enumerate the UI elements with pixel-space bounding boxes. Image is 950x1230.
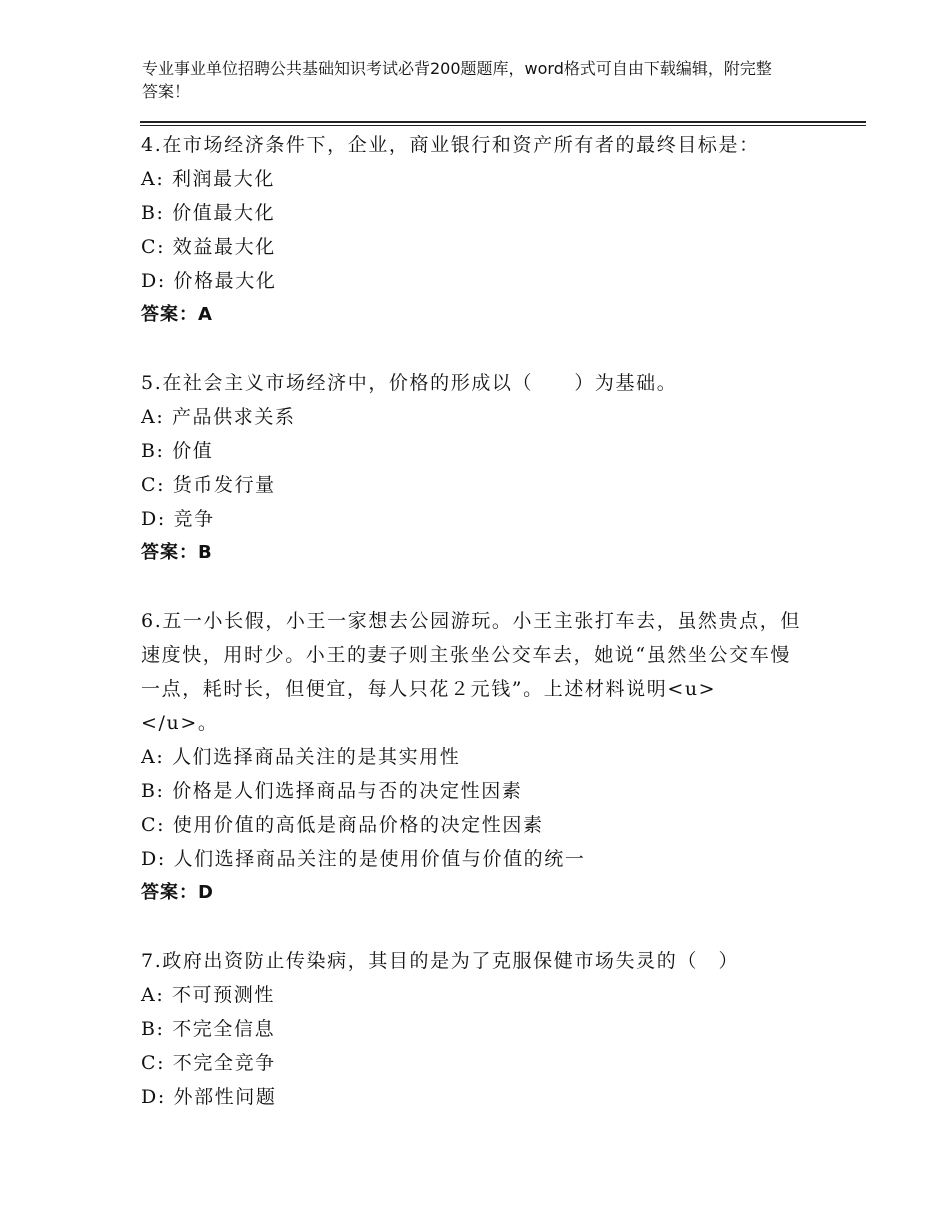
question-stem: 5.在社会主义市场经济中，价格的形成以（ ）为基础。	[141, 372, 678, 394]
option-c: C: 效益最大化	[141, 236, 276, 258]
answer-label: 答案：A	[141, 304, 213, 325]
option-a: A: 人们选择商品关注的是其实用性	[141, 746, 461, 768]
answer-label: 答案：D	[141, 882, 214, 903]
question-6	[141, 604, 820, 910]
header-divider-thick	[140, 121, 866, 123]
option-b: B: 不完全信息	[141, 1018, 276, 1040]
question-7	[141, 944, 801, 1114]
header-divider-thin	[140, 125, 866, 126]
option-c: C: 货币发行量	[141, 474, 276, 496]
spacer	[141, 570, 801, 604]
option-d: D: 竞争	[141, 508, 215, 530]
option-b: B: 价格是人们选择商品与否的决定性因素	[141, 780, 523, 802]
option-c: C: 使用价值的高低是商品价格的决定性因素	[141, 814, 544, 836]
question-5	[141, 366, 801, 570]
spacer	[141, 332, 801, 366]
option-d: D: 人们选择商品关注的是使用价值与价值的统一	[141, 848, 586, 870]
option-d: D: 外部性问题	[141, 1086, 277, 1108]
option-d: D: 价格最大化	[141, 270, 277, 292]
option-c: C: 不完全竞争	[141, 1052, 276, 1074]
option-a: A: 利润最大化	[141, 168, 275, 190]
document-header: 专业事业单位招聘公共基础知识考试必背200题题库，word格式可自由下载编辑，附完整答案！	[142, 59, 772, 101]
question-stem: 7.政府出资防止传染病，其目的是为了克服保健市场失灵的（ ）	[141, 950, 740, 972]
question-stem: 4.在市场经济条件下，企业，商业银行和资产所有者的最终目标是：	[141, 134, 760, 156]
option-b: B: 价值最大化	[141, 202, 276, 224]
spacer	[141, 910, 801, 944]
answer-label: 答案：B	[141, 542, 213, 563]
option-b: B: 价值	[141, 440, 214, 462]
question-stem: 6.五一小长假，小王一家想去公园游玩。小王主张打车去，虽然贵点，但速度快，用时少。小王的妻子则主张坐公交车去，她说“虽然坐公交车慢一点，耗时长，但便宜，每人只花２元钱”。上述材料说明<u> </u>。	[141, 610, 820, 734]
question-list	[141, 128, 820, 1114]
option-a: A: 产品供求关系	[141, 406, 296, 428]
question-4	[141, 128, 801, 332]
option-a: A: 不可预测性	[141, 984, 275, 1006]
